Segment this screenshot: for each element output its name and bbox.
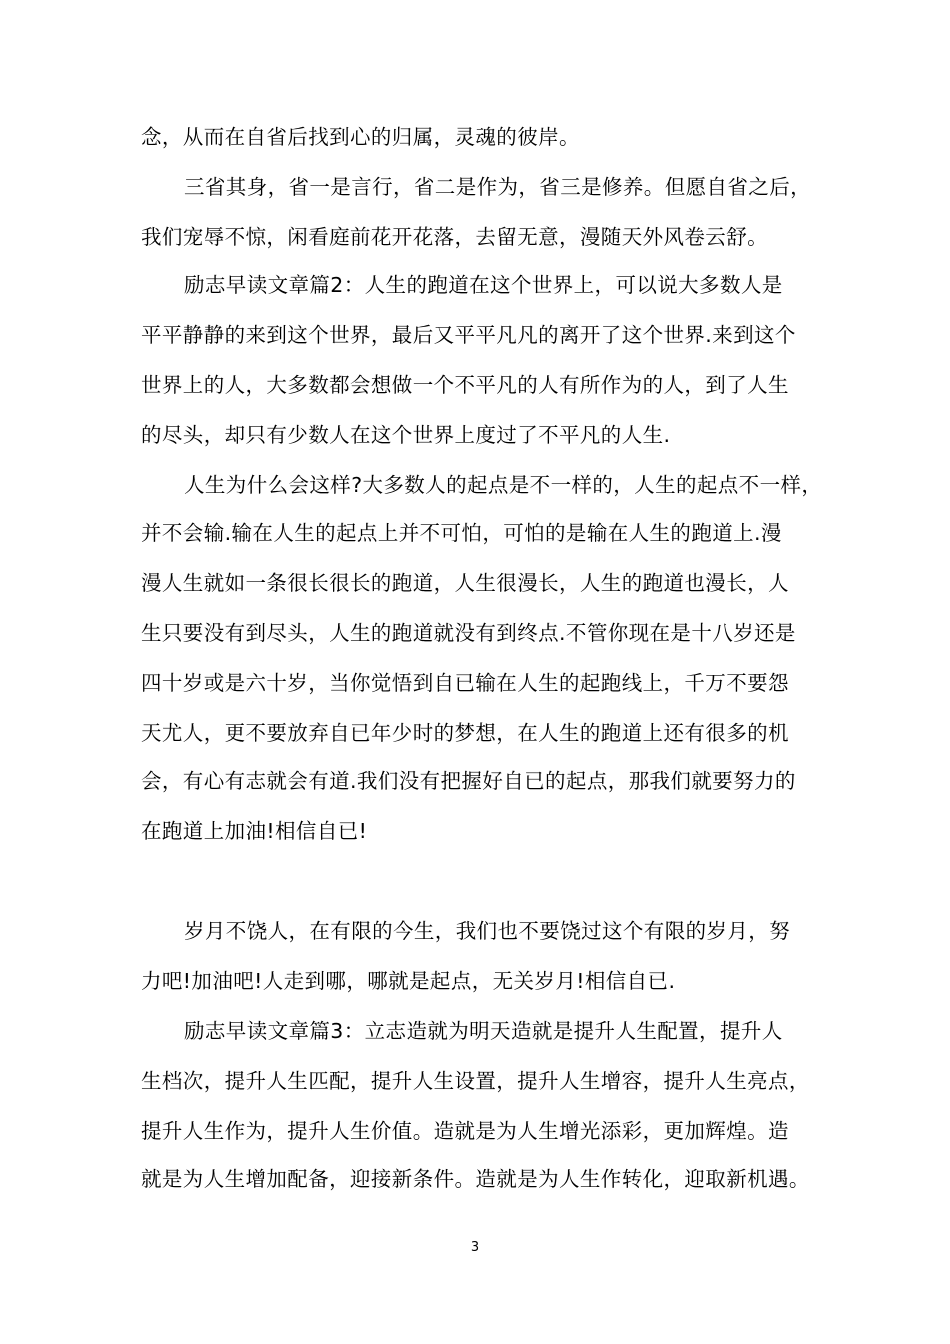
text-line: 的尽头，却只有少数人在这个世界上度过了不平凡的人生.: [141, 423, 671, 447]
text-line: 世界上的人，大多数都会想做一个不平凡的人有所作为的人，到了人生: [141, 373, 789, 397]
text-line: 念，从而在自省后找到心的归属，灵魂的彼岸。: [141, 125, 580, 149]
text-line: 并不会输.输在人生的起点上并不可怕，可怕的是输在人生的跑道上.漫: [141, 521, 782, 545]
text-line: 励志早读文章篇2：人生的跑道在这个世界上，可以说大多数人是: [184, 273, 783, 297]
text-line: 力吧!加油吧!人走到哪，哪就是起点，无关岁月!相信自已.: [141, 969, 676, 993]
text-line: 漫人生就如一条很长很长的跑道，人生很漫长，人生的跑道也漫长，人: [141, 571, 789, 595]
text-line: 励志早读文章篇3：立志造就为明天造就是提升人生配置，提升人: [184, 1019, 783, 1043]
text-line: 岁月不饶人，在有限的今生，我们也不要饶过这个有限的岁月，努: [184, 919, 791, 943]
page-number: 3: [470, 1240, 480, 1255]
text-line: 天尤人，更不要放弃自已年少时的梦想，在人生的跑道上还有很多的机: [141, 721, 789, 745]
text-line: 四十岁或是六十岁，当你觉悟到自已输在人生的起跑线上，千万不要怨: [141, 671, 789, 695]
text-line: 在跑道上加油!相信自已!: [141, 819, 368, 843]
text-line: 平平静静的来到这个世界，最后又平平凡凡的离开了这个世界.来到这个: [141, 323, 796, 347]
text-line: 生档次，提升人生匹配，提升人生设置，提升人生增容，提升人生亮点，: [141, 1069, 810, 1093]
text-line: 会，有心有志就会有道.我们没有把握好自已的起点，那我们就要努力的: [141, 769, 796, 793]
text-line: 三省其身，省一是言行，省二是作为，省三是修养。但愿自省之后，: [184, 175, 811, 199]
text-line: 我们宠辱不惊，闲看庭前花开花落，去留无意，漫随天外风卷云舒。: [141, 225, 768, 249]
text-line: 就是为人生增加配备，迎接新条件。造就是为人生作转化，迎取新机遇。: [141, 1167, 810, 1191]
text-line: 提升人生作为，提升人生价值。造就是为人生增光添彩，更加辉煌。造: [141, 1119, 789, 1143]
text-line: 生只要没有到尽头，人生的跑道就没有到终点.不管你现在是十八岁还是: [141, 621, 796, 645]
text-line: 人生为什么会这样?大多数人的起点是不一样的，人生的起点不一样，: [184, 473, 823, 497]
